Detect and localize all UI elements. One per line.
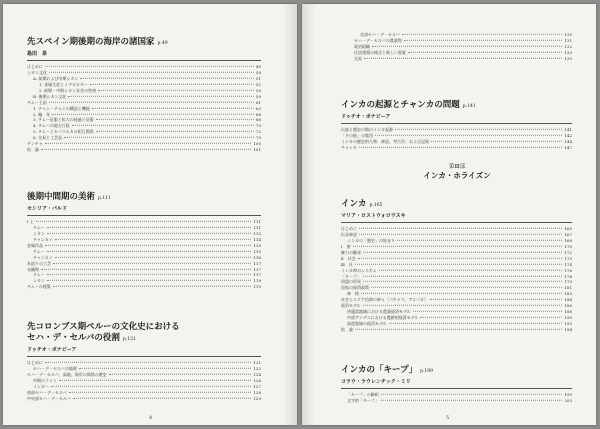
toc-entry-page: 117 (253, 260, 261, 266)
dot-leader (69, 391, 252, 392)
gutter-shadow (302, 4, 316, 425)
toc-entry-page: 75 (255, 135, 261, 141)
toc-entry-page: 132 (564, 43, 572, 49)
dot-leader (395, 129, 562, 130)
section-start-page: p.199 (420, 369, 433, 374)
dot-leader (355, 329, 562, 330)
toc-entry-label: 結 論 (341, 326, 353, 332)
toc-entry-label: 伝承神話 (341, 231, 357, 237)
part-title: インカ・ホライズン (423, 171, 491, 180)
toc-entry-label: 「キープ」 (341, 273, 361, 279)
dot-leader (355, 263, 563, 264)
toc-entry-label: 南部セハ・デ・セルバ (27, 389, 67, 395)
toc-entry-page: 111 (253, 224, 261, 230)
dot-leader (52, 113, 254, 114)
dot-leader (359, 147, 562, 148)
toc-entry-page: 141 (564, 127, 572, 132)
toc-entry[interactable] (341, 145, 572, 151)
section-start-page: p.121 (122, 337, 136, 342)
toc-entry-label: チムー (33, 224, 45, 230)
toc-entry-page: 170 (564, 243, 572, 249)
toc-entry-page: 128 (253, 389, 261, 395)
toc-entry-page: 115 (253, 242, 261, 248)
toc-entry-label: A. 前期および中期シカン (33, 75, 79, 81)
toc-entry-label: 金属作品 (27, 242, 43, 248)
section-title-line: インカ (341, 199, 367, 209)
dot-leader (375, 135, 562, 136)
toc-section-coastal-states (27, 37, 261, 153)
dot-leader (47, 280, 251, 281)
dot-leader (364, 58, 562, 59)
dot-leader (80, 78, 253, 79)
dot-leader (36, 221, 252, 222)
toc-entry-page: 126 (253, 377, 261, 383)
section-author: セシリア・パルド (27, 206, 68, 212)
section-rule (27, 356, 261, 357)
toc-entry-label: チムー (33, 272, 45, 278)
toc-section-inca (341, 199, 572, 333)
toc-entry-page: 135 (564, 55, 572, 61)
right-page (302, 4, 596, 425)
toc-entry-page: 176 (564, 267, 572, 273)
toc-entry-page: 127 (253, 383, 261, 389)
toc-entry-label: 社会とエケケ信仰の神々（パチャマ、アルパカ） (341, 297, 429, 303)
toc-entry-page: 121 (253, 360, 261, 365)
toc-section-late-intermediate-art (27, 192, 261, 290)
toc-entry-label: 北部セハ・デ・セルバ (360, 32, 400, 37)
toc-entry-label: 中期のライミ (33, 377, 57, 383)
section-rule (27, 215, 261, 216)
toc-entry-page: 55 (255, 87, 261, 93)
toc-entry-label: 中部アンデスにおける農耕的経済モデル (347, 315, 419, 321)
section-start-page: p.141 (462, 104, 476, 109)
dot-leader (59, 380, 251, 381)
toc-entry-page: 114 (253, 236, 261, 242)
dot-leader (96, 119, 254, 120)
dot-leader (64, 137, 254, 138)
toc-entry-page: 117 (253, 272, 261, 278)
dot-leader (45, 245, 251, 246)
toc-entry-page: 168 (564, 237, 572, 243)
toc-entry-label: インカの「歴史」の始まり (347, 237, 395, 243)
toc-entry-page: 124 (253, 371, 261, 377)
dot-leader (109, 374, 252, 375)
toc-entry-page: 59 (255, 93, 261, 99)
toc-entry-label: インカの歴史的人物：神話、考古学、および記録 (341, 138, 429, 144)
toc-entry-page: 183 (564, 291, 572, 297)
dot-leader (402, 34, 563, 35)
toc-entry[interactable] (341, 327, 572, 333)
toc-entry-page: 165 (564, 226, 572, 231)
dot-leader (41, 268, 251, 269)
dot-leader (47, 274, 252, 275)
toc-section-inca-quipu (341, 365, 572, 404)
dot-leader (379, 269, 563, 270)
section-author: 島田 泉 (27, 51, 48, 57)
toc-entry-page: 188 (564, 309, 572, 315)
section-title (27, 322, 261, 345)
toc-entry-label: チャンカ (341, 144, 357, 150)
toc-entry-page: 68 (255, 117, 261, 123)
toc-entry-label: インカ時のシステム (341, 267, 377, 273)
toc-entry-label: 国家の経済政策 (341, 285, 369, 291)
toc-entry[interactable] (27, 284, 261, 290)
dot-leader (363, 252, 562, 253)
toc-entry-label: はじめに (27, 64, 43, 69)
dot-leader (408, 52, 562, 53)
toc-entry-page: 194 (564, 326, 572, 332)
toc-entry-page: 142 (564, 132, 572, 138)
dot-leader (381, 400, 563, 401)
toc-entry-label: 「その他」の集団 (341, 132, 373, 138)
toc-entry-label: はじめに (341, 226, 357, 231)
toc-entry-label: 5. チムーとカハマルカの相互関係 (33, 129, 94, 135)
toc-entry-label: セハ・デ・セルバ、高地、海岸の関係の歴史 (27, 371, 107, 377)
section-title-line: セハ・デ・セルバの役割 (27, 333, 120, 343)
toc-entry-label: 1. 金属生産とイデオロギー (39, 81, 89, 87)
toc-entry-label: チンチャ (27, 141, 43, 147)
dot-leader (68, 95, 253, 96)
dot-leader (363, 275, 563, 276)
toc-entry[interactable] (27, 147, 261, 153)
toc-entry-label: はじめに (27, 360, 43, 365)
section-author: コラウ・ラウレンチック・ミリ (341, 379, 411, 385)
toc-entry-label: 文字的「キープ」 (347, 397, 379, 403)
dot-leader (431, 141, 562, 142)
toc-entry-page: 61 (255, 99, 261, 105)
dot-leader (381, 394, 563, 395)
section-start-page: p.111 (98, 196, 111, 201)
toc-entry-label: Ⅱ 社会 (341, 255, 356, 261)
section-title (341, 100, 572, 112)
dot-leader (397, 240, 562, 241)
toc-entry-page: 63 (255, 105, 261, 111)
toc-entry-label: チムーの建築 (27, 284, 51, 290)
toc-entry-page: 115 (253, 248, 261, 254)
dot-leader (371, 287, 562, 288)
toc-section-continuation (354, 32, 572, 62)
toc-entry-label: チムー王国 (27, 99, 47, 105)
toc-entry-label: 3. チムー征服と拡大の経過と征服 (33, 117, 94, 123)
toc-entry-page: 49 (255, 64, 261, 69)
toc-entry[interactable] (354, 56, 572, 62)
toc-entry-page: 129 (253, 395, 261, 401)
dot-leader (358, 257, 563, 258)
toc-entry-label: シカン文化 (27, 69, 47, 75)
dot-leader (359, 234, 562, 235)
dot-leader (47, 250, 252, 251)
toc-entry-label: 同盟の形成 (341, 279, 361, 285)
toc-entry-page: 51 (255, 75, 261, 81)
toc-entry-page: 174 (564, 261, 572, 267)
dot-leader (45, 66, 254, 67)
dot-leader (413, 311, 563, 312)
toc-entry-page: 116 (253, 254, 261, 260)
toc-entry-label: Ⅰ 土 (27, 219, 34, 224)
toc-entry-page: 192 (564, 321, 572, 326)
toc-entry-page: 186 (564, 303, 572, 309)
section-title (27, 37, 261, 49)
dot-leader (53, 286, 252, 287)
toc-entry-page: 199 (564, 392, 572, 397)
toc-entry-label: 4. チムーの地方行政 (33, 123, 70, 129)
section-title-line: インカの起源とチャンカの問題 (341, 100, 460, 110)
left-page (3, 4, 297, 425)
toc-entry-label: 「キープ」の解釈 (347, 392, 379, 397)
toc-entry-label: Ⅲ 社 (341, 261, 353, 267)
part-heading (342, 163, 572, 181)
part-number: 第Ⅲ部 (448, 164, 466, 170)
dot-leader (47, 227, 252, 228)
toc-entry-page: 184 (564, 297, 572, 303)
toc-entry-label: 伝説と歴史の間のインカ起源 (341, 127, 393, 132)
toc-entry-page: 181 (564, 285, 572, 291)
toc-entry-page: 172 (564, 249, 572, 255)
toc-entry-label: セハ・デ・セルバの地理 (33, 365, 77, 371)
dot-leader (372, 46, 562, 47)
toc-entry[interactable] (27, 396, 261, 402)
toc-entry-page: 101 (253, 147, 261, 153)
toc-entry-label: セハ・デ・セルバの農業物 (354, 37, 402, 43)
toc-section-inca-origins (341, 100, 572, 151)
toc-entry-page: 117 (253, 266, 261, 272)
dot-leader (73, 397, 252, 398)
dot-leader (361, 293, 562, 294)
dot-leader (98, 90, 254, 91)
toc-entry-label: 権力の継承 (341, 249, 361, 255)
toc-entry-page: 119 (253, 284, 261, 290)
dot-leader (55, 256, 252, 257)
dot-leader (49, 101, 254, 102)
toc-entry-page: 100 (253, 141, 261, 147)
section-rule (341, 123, 572, 124)
dot-leader (47, 233, 251, 234)
section-title (341, 365, 572, 377)
toc-entry-page: 113 (253, 230, 261, 236)
toc-entry-label: 経済モデル (341, 303, 361, 309)
toc-entry-label: 高度地域の経済モデル (347, 321, 387, 326)
toc-entry-label: 1. チャン・チャンの構造と機能 (33, 105, 90, 111)
toc-entry-page: 190 (564, 315, 572, 321)
section-rule (341, 388, 572, 389)
toc-entry-label: チャンカイ (33, 236, 53, 242)
section-rule (341, 222, 572, 223)
toc-entry-page: 130 (564, 32, 572, 37)
toc-entry-page: 178 (564, 273, 572, 279)
toc-entry-label: 神 格 (347, 291, 359, 297)
section-title (341, 199, 572, 211)
toc-entry[interactable] (341, 398, 572, 404)
toc-entry-label: 布織物 (27, 266, 39, 272)
toc-entry-label: 木造りの工芸 (27, 260, 51, 266)
toc-entry-page: 144 (564, 138, 572, 144)
dot-leader (45, 143, 252, 144)
toc-section-ceja-de-selva (27, 322, 261, 402)
toc-entry-label: チャンカイ (33, 254, 53, 260)
toc-entry-label: 2. 編 年 (33, 111, 51, 117)
section-title-line: 先スペイン期後期の海岸の諸国家 (27, 37, 155, 47)
dot-leader (363, 281, 562, 282)
toc-entry-label: インカー (33, 383, 49, 389)
section-start-page: p.165 (369, 203, 383, 208)
dot-leader (41, 149, 251, 150)
dot-leader (90, 84, 254, 85)
toc-entry-page: 70 (255, 123, 261, 129)
toc-entry-label: 政治組織 (354, 43, 370, 49)
dot-leader (45, 362, 251, 363)
dot-leader (92, 107, 254, 108)
toc-entry-page: 72 (255, 129, 261, 135)
dot-leader (79, 368, 252, 369)
dot-leader (430, 299, 562, 300)
dot-leader (96, 131, 254, 132)
toc-entry-label: 6. 交易と工芸品 (33, 135, 63, 141)
toc-entry-label: 2. 前期・中期シカン社会の性格 (39, 87, 97, 93)
toc-entry-page: 66 (255, 111, 261, 117)
section-title-line: インカの「キープ」 (341, 365, 418, 375)
toc-entry-page: 131 (564, 37, 572, 43)
toc-entry-page: 52 (255, 81, 261, 87)
dot-leader (53, 262, 251, 263)
toc-entry-page: 50 (255, 69, 261, 75)
section-title-line: 先コロンブス期ペルーの文化史における (27, 322, 180, 332)
toc-entry-page: 203 (564, 397, 572, 403)
section-rule (27, 60, 261, 61)
page-number: 4 (149, 415, 153, 421)
dot-leader (55, 239, 252, 240)
toc-entry-page: 122 (253, 365, 261, 371)
section-author: ドゥチオ・ボナビーア (341, 114, 391, 120)
toc-entry-label: 交易 (354, 55, 362, 61)
toc-entry-page: 179 (564, 279, 572, 285)
section-start-page: p.49 (157, 41, 168, 46)
toc-entry-label: 中央部セハ・デ・セルバ (27, 395, 71, 401)
toc-entry-label: チムー (33, 248, 45, 254)
section-title-line: 後期中間期の美術 (27, 192, 96, 202)
page-number: 5 (446, 415, 450, 421)
dot-leader (353, 246, 563, 247)
section-author: マリア・ロストウォロウスキ (341, 213, 406, 219)
toc-entry-label: シカン (33, 230, 45, 236)
toc-entry-label: B. 後期シカン文化 (33, 93, 67, 99)
toc-entry-label: 沖適富地域における農業経済モデル (347, 309, 411, 315)
toc-entry-label: 住居建築の様式と新しい要素 (354, 49, 406, 55)
toc-entry-page: 118 (253, 278, 261, 284)
dot-leader (51, 386, 251, 387)
dot-leader (404, 40, 563, 41)
toc-entry-page: 167 (564, 231, 572, 237)
toc-entry-page: 147 (564, 144, 572, 150)
dot-leader (72, 125, 254, 126)
section-title (27, 192, 261, 204)
section-author: ドゥチオ・ボナビーア (27, 347, 77, 353)
gutter-shadow (283, 4, 297, 425)
dot-leader (389, 323, 563, 324)
toc-entry-page: 173 (564, 255, 572, 261)
dot-leader (420, 317, 562, 318)
dot-leader (359, 228, 562, 229)
toc-entry-page: 133 (564, 49, 572, 55)
dot-leader (49, 72, 254, 73)
toc-entry-label: 結 論 (27, 147, 39, 153)
dot-leader (363, 305, 563, 306)
toc-entry-label: シカン (33, 278, 45, 284)
toc-entry-label: Ⅰ 族 (341, 243, 351, 249)
toc-entry-page: 111 (253, 219, 261, 224)
